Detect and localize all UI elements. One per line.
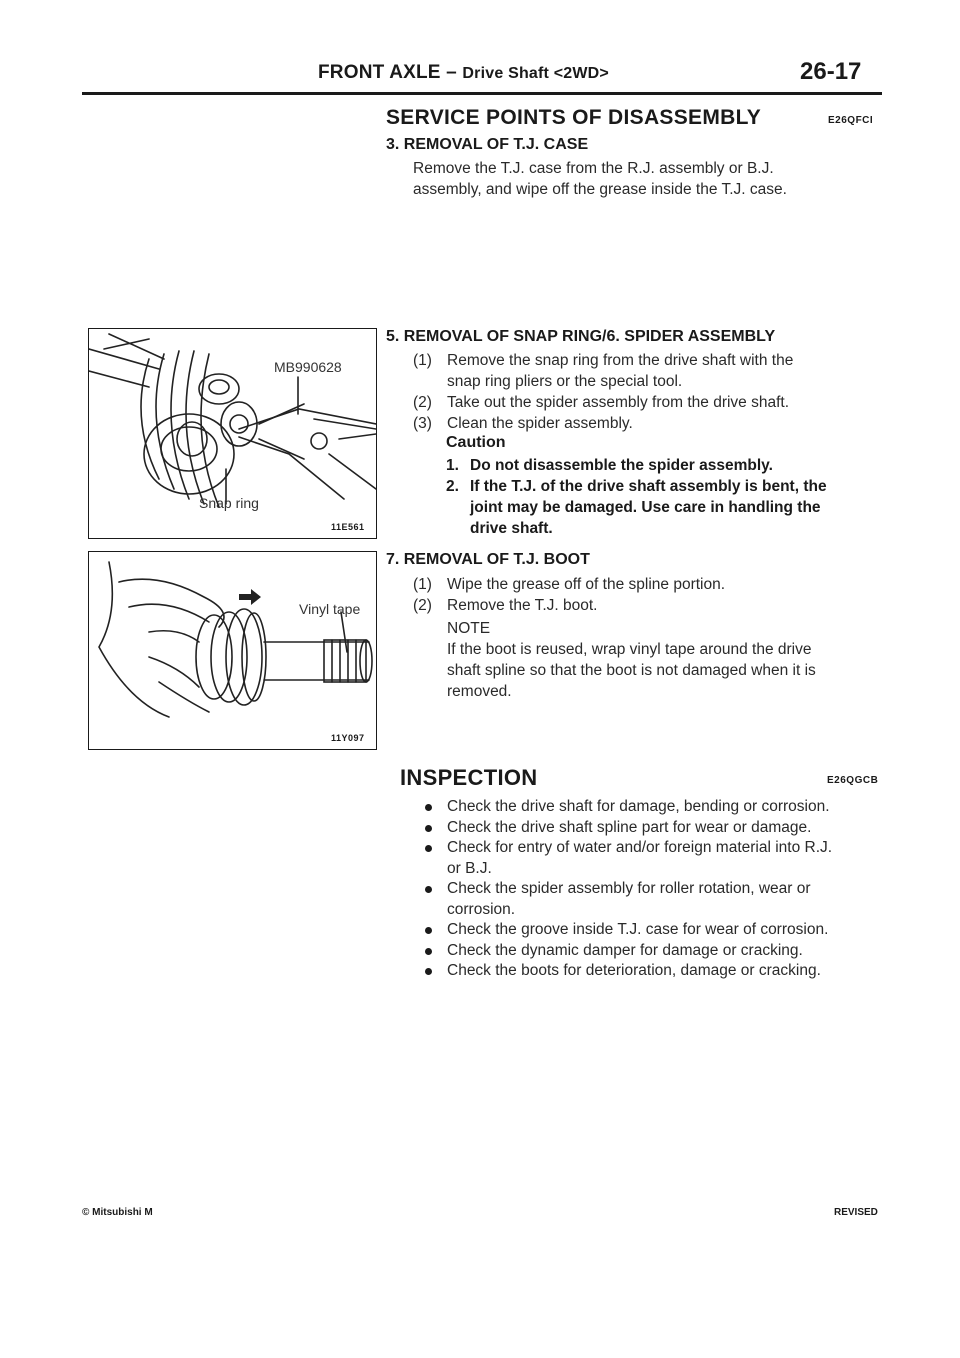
- item5-step: (2) Take out the spider assembly from the drive shaft.: [413, 394, 790, 411]
- item5-steps: [413, 350, 883, 434]
- note-title: NOTE: [447, 620, 491, 637]
- page-number: 26-17: [800, 58, 862, 85]
- bullet-icon: [425, 886, 432, 893]
- inspection-item: Check the groove inside T.J. case for wear of corrosion.: [421, 920, 883, 941]
- header-title: [318, 62, 609, 84]
- bullet-icon: [425, 825, 432, 832]
- inspection-item: Check the dynamic damper for damage or cracking.: [421, 941, 883, 962]
- inspection-item: Check for entry of water and/or foreign material into R.J. or B.J.: [421, 838, 883, 879]
- item7-note: NOTE If the boot is reused, wrap vinyl tape around the drive shaft spline so that the boot is not damaged when it is removed.: [447, 618, 887, 702]
- inspection-list: [421, 797, 883, 982]
- footer-copyright: © Mitsubishi M: [82, 1207, 153, 1218]
- vinyl-tape-illustration: [89, 552, 376, 749]
- item3-line: assembly, and wipe off the grease inside the T.J. case.: [413, 181, 787, 198]
- item3-line: Remove the T.J. case from the R.J. assembly or B.J.: [413, 160, 774, 177]
- caution-title: Caution: [446, 434, 506, 451]
- item5-step: (3) Clean the spider assembly.: [413, 415, 633, 432]
- caution-item: 1. Do not disassemble the spider assembly.: [446, 457, 773, 474]
- bullet-icon: [425, 845, 432, 852]
- service-points-title: SERVICE POINTS OF DISASSEMBLY: [386, 106, 762, 129]
- caution-item: 2. If the T.J. of the drive shaft assembly is bent, the joint may be damaged. Use care in handling the drive shaft.: [446, 478, 827, 537]
- caution-list: [446, 455, 886, 539]
- header-subsection: Drive Shaft <2WD>: [462, 65, 609, 82]
- item3-body: [413, 158, 883, 200]
- part-label: Snap ring: [199, 495, 259, 511]
- inspection-title: INSPECTION: [400, 765, 538, 790]
- item7-step: (1) Wipe the grease off of the spline portion.: [413, 576, 726, 593]
- inspection-code: E26QGCB: [827, 775, 879, 786]
- tool-label: MB990628: [274, 359, 342, 375]
- part-label: Vinyl tape: [299, 601, 361, 617]
- bullet-icon: [425, 968, 432, 975]
- item5-step: (1) Remove the snap ring from the drive shaft with the snap ring pliers or the special tool.: [413, 352, 794, 390]
- figure-snap-ring: [88, 328, 377, 539]
- inspection-item: Check the drive shaft spline part for wear or damage.: [421, 818, 883, 839]
- header-section: FRONT AXLE –: [318, 62, 457, 83]
- inspection-item: Check the drive shaft for damage, bending or corrosion.: [421, 797, 883, 818]
- item7-heading: 7. REMOVAL OF T.J. BOOT: [386, 551, 590, 568]
- item7-step: (2) Remove the T.J. boot.: [413, 597, 598, 614]
- bullet-icon: [425, 948, 432, 955]
- figure-vinyl-tape: [88, 551, 377, 750]
- header-rule: [82, 92, 882, 95]
- bullet-icon: [425, 804, 432, 811]
- figure-code: 11E561: [331, 522, 365, 532]
- service-points-code: E26QFCI: [828, 115, 874, 126]
- inspection-item: Check the boots for deterioration, damage or cracking.: [421, 961, 883, 982]
- footer-revised: REVISED: [834, 1207, 878, 1218]
- inspection-item: Check the spider assembly for roller rotation, wear or corrosion.: [421, 879, 883, 920]
- arrow-icon: [239, 589, 261, 605]
- figure-code: 11Y097: [331, 733, 365, 743]
- item7-steps: [413, 574, 883, 616]
- bullet-icon: [425, 927, 432, 934]
- item5-heading: 5. REMOVAL OF SNAP RING/6. SPIDER ASSEMBLY: [386, 328, 776, 345]
- item3-heading: 3. REMOVAL OF T.J. CASE: [386, 136, 589, 153]
